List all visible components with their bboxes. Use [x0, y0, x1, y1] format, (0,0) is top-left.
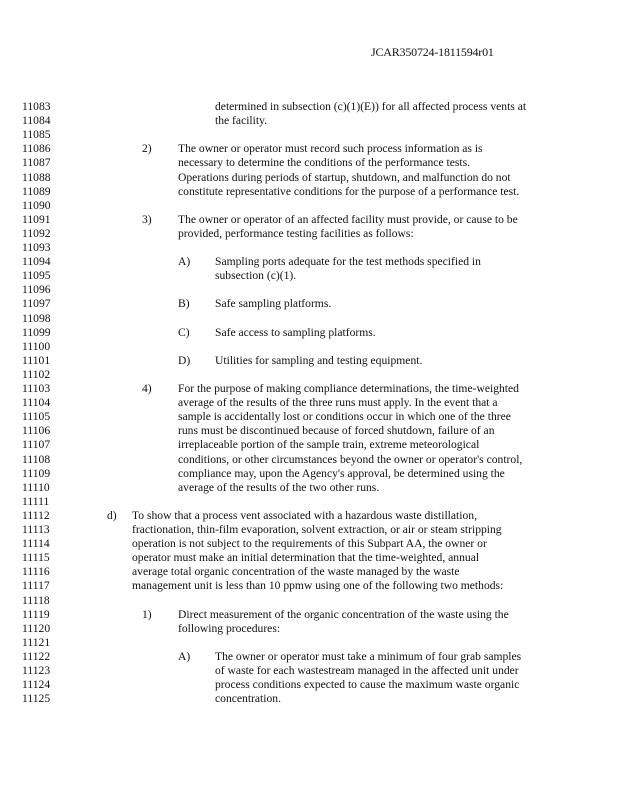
- line-text: Sampling ports adequate for the test methods specified in: [215, 255, 481, 269]
- line-number: 11097: [22, 297, 51, 311]
- line-number: 11098: [22, 311, 51, 325]
- line-number: 11121: [22, 635, 51, 649]
- line-number: 11109: [22, 466, 51, 480]
- line-text: Utilities for sampling and testing equipment.: [215, 353, 423, 367]
- line-text: subsection (c)(1).: [215, 269, 297, 283]
- line-number: 11113: [22, 523, 50, 536]
- line-number: 11107: [22, 438, 51, 452]
- line-text: management unit is less than 10 ppmw using one of the following two methods:: [132, 579, 504, 593]
- line-number: 11125: [22, 692, 51, 706]
- line-number: 11105: [22, 410, 51, 424]
- line-number: 11115: [22, 551, 50, 565]
- line-text: fractionation, thin-film evaporation, solvent extraction, or air or steam stripping: [132, 523, 502, 536]
- line-number: 11083: [22, 100, 51, 113]
- line-number: 11111: [22, 494, 50, 508]
- line-text: operator must make an initial determination that the time-weighted, annual: [132, 551, 480, 565]
- line-text: constitute representative conditions for the purpose of a performance test.: [178, 184, 520, 198]
- item-label: 4): [142, 382, 152, 395]
- line-text: Safe access to sampling platforms.: [215, 325, 376, 339]
- line-number: 11104: [22, 396, 51, 410]
- line-number: 11112: [22, 508, 50, 522]
- line-text: average of the results of the three runs must apply. In the event that a: [178, 396, 498, 410]
- line-number: 11119: [22, 607, 50, 621]
- line-number: 11087: [22, 156, 51, 170]
- line-number: 11106: [22, 424, 51, 438]
- line-text: operation is not subject to the requirements of this Subpart AA, the owner or: [132, 537, 487, 551]
- line-number: 11091: [22, 212, 51, 226]
- line-text: the facility.: [215, 114, 268, 128]
- line-text: average total organic concentration of the waste managed by the waste: [132, 565, 460, 579]
- line-number: 11084: [22, 114, 51, 128]
- line-text: Direct measurement of the organic concentration of the waste using the: [178, 607, 509, 621]
- item-label: 1): [142, 607, 152, 621]
- line-text: runs must be discontinued because of forced shutdown, failure of an: [178, 424, 495, 438]
- item-label: A): [178, 255, 191, 269]
- line-text: Operations during periods of startup, shutdown, and malfunction do not: [178, 170, 511, 184]
- line-number: 11094: [22, 255, 51, 269]
- line-text: The owner or operator of an affected facility must provide, or cause to be: [178, 212, 518, 226]
- line-number: 11093: [22, 241, 51, 254]
- document-id-header: JCAR350724-1811594r01: [371, 45, 494, 59]
- line-text: compliance may, upon the Agency's approval, be determined using the: [178, 466, 505, 480]
- line-text: Safe sampling platforms.: [215, 297, 332, 311]
- line-number: 11099: [22, 325, 51, 339]
- line-text: average of the results of the two other runs.: [178, 480, 380, 494]
- item-label: B): [178, 297, 190, 311]
- line-text: For the purpose of making compliance determinations, the time-weighted: [178, 382, 519, 395]
- line-number: 11089: [22, 184, 51, 198]
- line-text: conditions, or other circumstances beyond the owner or operator's control,: [178, 452, 523, 466]
- line-number: 11118: [22, 593, 50, 607]
- line-number: 11088: [22, 170, 51, 184]
- line-number: 11101: [22, 353, 51, 367]
- item-label: D): [178, 353, 191, 367]
- line-text: The owner or operator must record such process information as is: [178, 142, 483, 156]
- line-number: 11110: [22, 480, 50, 494]
- item-label: d): [107, 508, 117, 522]
- line-number: 11095: [22, 269, 51, 283]
- line-number: 11086: [22, 142, 51, 156]
- line-number: 11116: [22, 565, 50, 579]
- line-text: irreplaceable portion of the sample train, extreme meteorological: [178, 438, 480, 452]
- item-label: 2): [142, 142, 152, 156]
- line-text: necessary to determine the conditions of the performance tests.: [178, 156, 470, 170]
- line-text: of waste for each wastestream managed in the affected unit under: [215, 664, 519, 677]
- line-number: 11123: [22, 664, 51, 677]
- line-number: 11103: [22, 382, 51, 395]
- line-number: 11092: [22, 226, 51, 240]
- line-number: 11122: [22, 649, 51, 663]
- line-number: 11102: [22, 367, 51, 381]
- item-label: 3): [142, 212, 152, 226]
- line-number: 11100: [22, 339, 51, 353]
- line-number: 11090: [22, 198, 51, 212]
- line-number: 11114: [22, 537, 50, 551]
- line-number: 11096: [22, 283, 51, 297]
- line-number: 11117: [22, 579, 50, 593]
- line-number: 11108: [22, 452, 51, 466]
- line-text: sample is accidentally lost or conditions occur in which one of the three: [178, 410, 511, 424]
- line-text: The owner or operator must take a minimum of four grab samples: [215, 649, 522, 663]
- line-text: concentration.: [215, 692, 281, 706]
- line-text: determined in subsection (c)(1)(E)) for all affected process vents at: [215, 100, 527, 113]
- line-text: following procedures:: [178, 621, 281, 635]
- line-text: process conditions expected to cause the maximum waste organic: [215, 678, 520, 692]
- line-number: 11085: [22, 128, 51, 142]
- line-number: 11124: [22, 678, 51, 692]
- item-label: C): [178, 325, 190, 339]
- item-label: A): [178, 649, 191, 663]
- line-text: To show that a process vent associated with a hazardous waste distillation,: [132, 508, 477, 522]
- line-number: 11120: [22, 621, 51, 635]
- line-text: provided, performance testing facilities as follows:: [178, 226, 414, 240]
